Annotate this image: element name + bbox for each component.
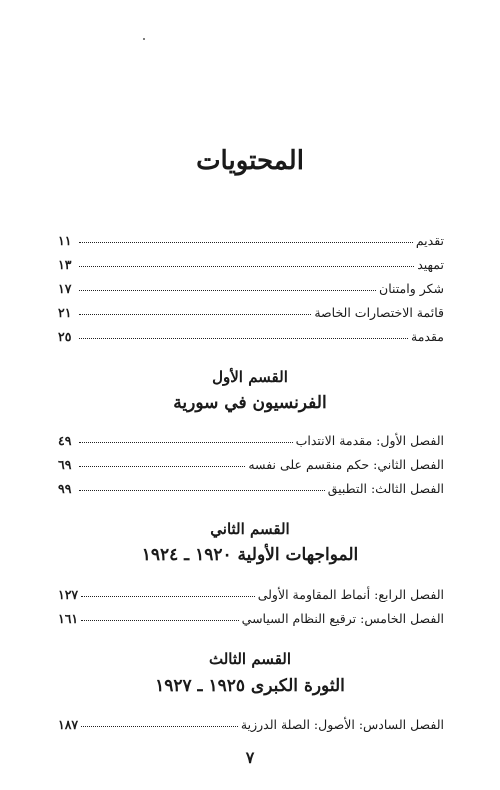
part-heading: القسم الثاني (210, 520, 290, 538)
toc-entry-label: الفصل الثاني: حكم منقسم على نفسه (248, 457, 444, 472)
toc-entry-page: ١٢٧ (58, 587, 79, 602)
dot-leader (79, 242, 413, 243)
toc-entry (58, 586, 444, 604)
toc-entry (58, 280, 444, 298)
toc-entry-page: ٢١ (58, 305, 72, 320)
toc-entry-page: ١٨٧ (58, 717, 79, 732)
dot-leader (81, 620, 239, 621)
toc-entry-label: الفصل الثالث: التطبيق (327, 481, 444, 496)
toc-entry-page: ١١ (58, 233, 72, 248)
part-subtitle: المواجهات الأولية ١٩٢٠ ـ ١٩٢٤ (141, 545, 359, 565)
part-subtitle: الثورة الكبرى ١٩٢٥ ـ ١٩٢٧ (155, 676, 345, 696)
toc-entry-label: الفصل الأول: مقدمة الانتداب (295, 433, 444, 448)
dot-leader (79, 266, 414, 267)
page-title: المحتويات (196, 146, 304, 176)
toc-entry-label: الفصل الرابع: أنماط المقاومة الأولى (257, 587, 444, 602)
page-number: ٧ (245, 748, 255, 767)
toc-entry-page: ٢٥ (58, 329, 72, 344)
dot-leader (79, 490, 325, 491)
toc-entry (58, 232, 444, 250)
toc-entry-page: ١٧ (58, 281, 72, 296)
part-heading: القسم الثالث (208, 650, 292, 668)
toc-entry-label: تقديم (415, 233, 444, 248)
dot-leader (79, 442, 293, 443)
toc-entry-page: ١٣ (58, 257, 72, 272)
toc-entry-label: الفصل الخامس: ترقيع النظام السياسي (241, 611, 444, 626)
toc-entry-label: شكر وامتنان (379, 281, 444, 296)
toc-entry-label: تمهيد (417, 257, 444, 272)
toc-entry-label: مقدمة (411, 329, 444, 344)
toc-entry (58, 456, 444, 474)
toc-entry (58, 256, 444, 274)
toc-entry (58, 480, 444, 498)
toc-entry-label: الفصل السادس: الأصول: الصلة الدرزية (240, 717, 444, 732)
toc-entry-label: قائمة الاختصارات الخاصة (314, 305, 444, 320)
toc-entry-page: ٤٩ (58, 433, 72, 448)
part-heading: القسم الأول (212, 368, 288, 386)
dot-leader (79, 466, 245, 467)
dot-leader (79, 314, 311, 315)
toc-entry (58, 610, 444, 628)
toc-entry (58, 432, 444, 450)
toc-entry (58, 716, 444, 734)
dot-leader (81, 726, 238, 727)
part-subtitle: الفرنسيون في سورية (173, 393, 327, 413)
dot-leader (79, 338, 408, 339)
toc-entry (58, 304, 444, 322)
dot-leader (79, 290, 376, 291)
toc-entry-page: ١٦١ (58, 611, 79, 626)
toc-entry-page: ٦٩ (58, 457, 72, 472)
toc-entry-page: ٩٩ (58, 481, 72, 496)
dot-leader (81, 596, 255, 597)
scan-speck (143, 38, 145, 40)
toc-entry (58, 328, 444, 346)
